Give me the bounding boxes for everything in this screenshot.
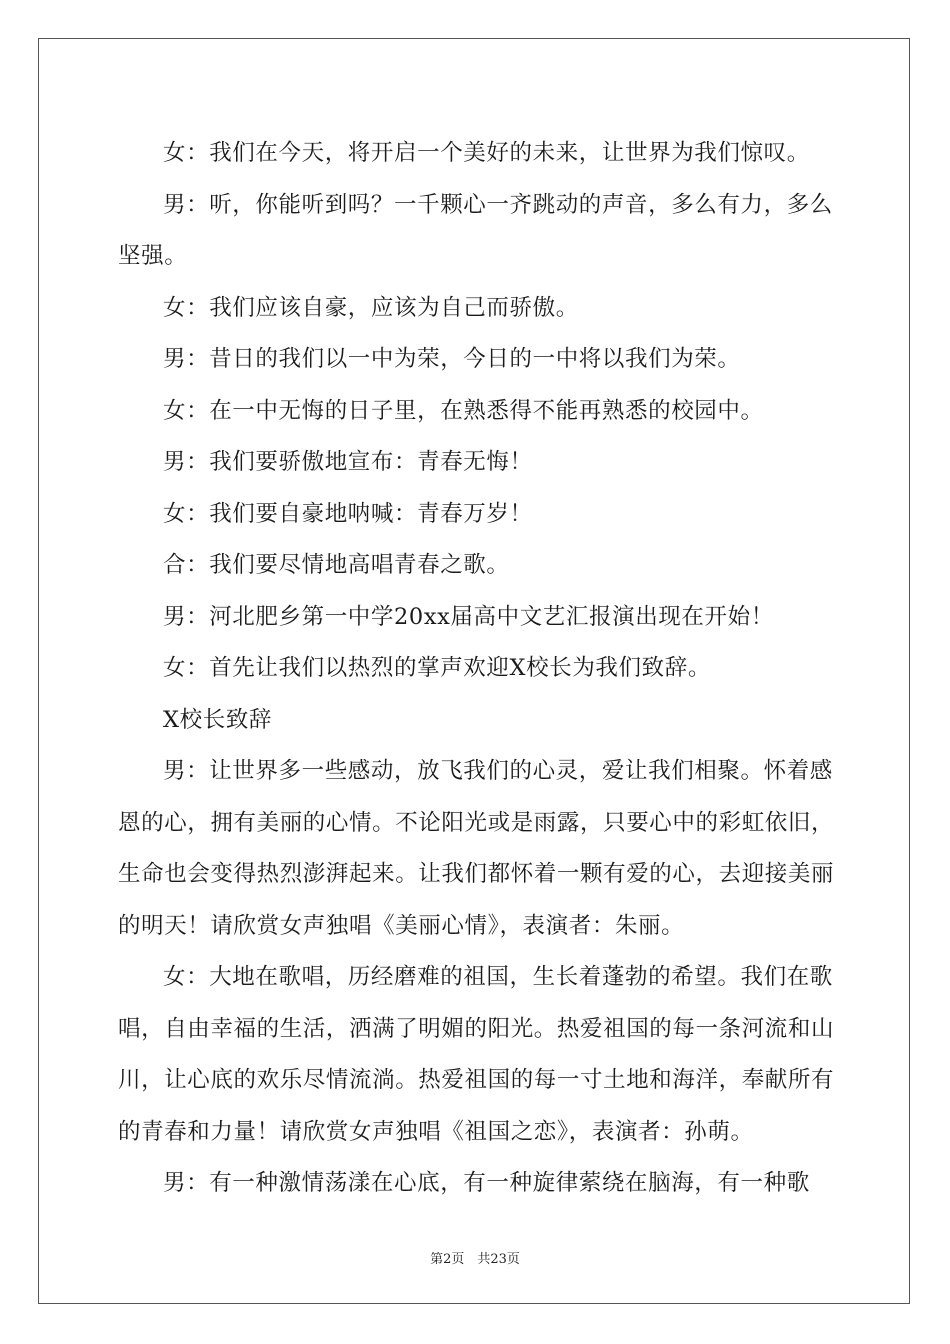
section-heading: X校长致辞 (163, 706, 273, 733)
paragraph: 男：听，你能听到吗？一千颗心一齐跳动的声音，多么有力，多么坚强。 (118, 191, 833, 269)
paragraph: 男：让世界多一些感动，放飞我们的心灵，爱让我们相聚。怀着感恩的心，拥有美丽的心情。不论阳光或是雨露，只要心中的彩虹依旧，生命也会变得热烈澎湃起来。让我们都怀着一颗有爱的心，去迎接美丽的明天！请欣赏女声独唱《美丽心情》，表演者：朱丽。 (118, 758, 835, 939)
paragraph: 男：河北肥乡第一中学20xx届高中文艺汇报演出现在开始！ (163, 603, 774, 630)
paragraph: 男：有一种激情荡漾在心底，有一种旋律萦绕在脑海，有一种歌 (163, 1170, 810, 1196)
paragraph: 女：首先让我们以热烈的掌声欢迎X校长为我们致辞。 (163, 655, 711, 681)
document-body (118, 128, 838, 1210)
paragraph: 女：大地在歌唱，历经磨难的祖国，生长着蓬勃的希望。我们在歌唱，自由幸福的生活，洒满了明媚的阳光。热爱祖国的每一条河流和山川，让心底的欢乐尽情流淌。热爱祖国的每一寸土地和海洋，奉献所有的青春和力量！请欣赏女声独唱《祖国之恋》，表演者：孙萌。 (118, 964, 835, 1145)
page-number-footer: 第2页 共23页 (430, 1252, 520, 1267)
paragraph: 女：在一中无悔的日子里，在熟悉得不能再熟悉的校园中。 (163, 397, 764, 424)
paragraph: 女：我们在今天，将开启一个美好的未来，让世界为我们惊叹。 (163, 140, 810, 166)
paragraph: 男：我们要骄傲地宣布：青春无悔！ (163, 449, 533, 475)
paragraph: 女：我们应该自豪，应该为自己而骄傲。 (163, 294, 579, 321)
paragraph: 男：昔日的我们以一中为荣，今日的一中将以我们为荣。 (163, 346, 741, 372)
paragraph: 合：我们要尽情地高唱青春之歌。 (163, 552, 510, 578)
paragraph: 女：我们要自豪地呐喊：青春万岁！ (163, 500, 533, 527)
